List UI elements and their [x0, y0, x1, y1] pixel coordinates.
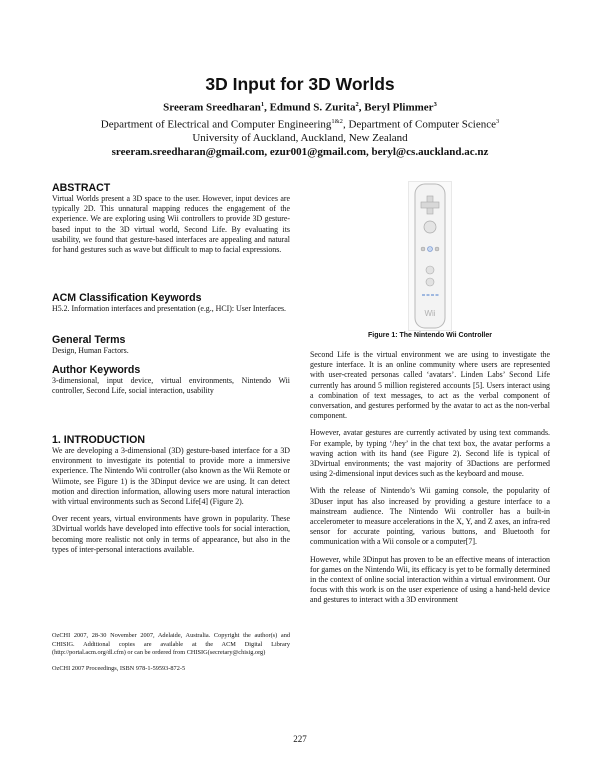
- wii-logo: Wii: [424, 309, 436, 318]
- right-paragraph-4: However, while 3Dinput has proven to be an effective means of interaction for games on the Nintendo Wii, its efficacy is yet to be formally determined in the context of online social interaction within a virtual environment. Our focus with this work is on the user experience of using a hand-held device and gestures to interact with a 3D environment: [310, 554, 550, 605]
- two-button-icon: [426, 278, 434, 286]
- terms-heading: General Terms: [52, 334, 126, 346]
- home-button-icon: [428, 247, 433, 252]
- copyright-block: [52, 626, 290, 680]
- acm-text: H5.2. Information interfaces and presentation (e.g., HCI): User Interfaces.: [52, 304, 286, 313]
- author-block: [0, 98, 600, 159]
- right-paragraph-3: With the release of Nintendo’s Wii gaming console, the popularity of 3Duser input has also increased by providing a gesture interface to a mainstream audience. The Nintendo Wii controller has a built-in accelerometer to measure accelerations in the X, Y, and Z axes, an infra-red sensor for accurate pointing, various buttons, and Bluetooth for communication with a Wii console or a computer[7].: [310, 486, 550, 547]
- a-button-icon: [424, 221, 436, 233]
- wii-controller-figure: [408, 181, 452, 331]
- author-names: Sreeram Sreedharan$^1$, Edmund S. Zurita$^2$, Beryl Plimmer$^3$: [163, 101, 437, 114]
- left-column: [52, 182, 290, 255]
- acm-section: [52, 292, 290, 314]
- introduction-paragraph-1: We are developing a 3-dimensional (3D) gesture-based interface for a 3D environment to investigate its potential to provide more a immersive experience. The Nintendo Wii controller (also known as the Wii Remote or Wiimote, see Figure 1) is the 3Dinput device we are using. It can detect motion and direction information, allowing users more natural interaction with virtual environments such as Second Life[4] (Figure 2).: [52, 446, 290, 507]
- right-column: [310, 350, 550, 606]
- keywords-heading: Author Keywords: [52, 364, 141, 376]
- page-number: 227: [293, 734, 307, 744]
- right-paragraph-1: Second Life is the virtual environment we are using to investigate the gesture interface. It is an online community where users are represented with user-created personas called ‘avatars’. Linden Labs’ Second Life currently has around 5 million registered accounts [5]. Users interact using a combination of text messages, to act as the verbal component of conversation, and gestures performed by the avatar to act as the non-verbal component.: [310, 350, 550, 421]
- abstract-text: Virtual Worlds present a 3D space to the user. However, input devices are typically 2D. This unnatural mapping reduces the engagement of the experience. We are exploring using Wii controllers to provide 3D gesture-based input to the 3D virtual world, Second Life. By evaluating its usability, we found that gesture-based interfaces are appealing and natural for hand gestures such as wave but difficult to map to facial expressions.: [52, 194, 290, 255]
- terms-section: [52, 334, 290, 356]
- right-paragraph-2: However, avatar gestures are currently activated by using text commands. For example, by typing ‘/hey’ in the chat text box, the avatar performs a waving action with its hand (see Figure 2). Second life is typical of 3Dvirtual environments; the vast majority of 3Dactions are performed using 2-dimensional input devices such as the keyboard and mouse.: [310, 428, 550, 479]
- introduction-paragraph-2: Over recent years, virtual environments have grown in popularity. These 3Dvirtual worlds have developed into effective tools for social interaction, becoming more realistic not only in terms of appearance, but also in the types of inter-personal interactions available.: [52, 514, 290, 554]
- author-emails: sreeram.sreedharan@gmail.com, ezur001@gmail.com, beryl@cs.auckland.ac.nz: [111, 146, 489, 159]
- wii-remote-image: [409, 182, 451, 330]
- affiliation-university: University of Auckland, Auckland, New Zealand: [192, 132, 408, 145]
- proceedings-isbn: OzCHI 2007 Proceedings, ISBN 978-1-59593-872-5: [52, 665, 186, 673]
- figure-1-caption: Figure 1: The Nintendo Wii Controller: [368, 332, 492, 339]
- introduction-section: [52, 434, 290, 555]
- introduction-heading: 1. INTRODUCTION: [52, 434, 145, 446]
- plus-button-icon: [435, 247, 439, 251]
- abstract-heading: ABSTRACT: [52, 182, 111, 194]
- keywords-text: 3-dimensional, input device, virtual environments, Nintendo Wii controller, Second Life, social interaction, usability: [52, 376, 290, 396]
- keywords-section: [52, 364, 290, 396]
- affiliation-departments: Department of Electrical and Computer Engineering$^{1\&2}$, Department of Computer Science$^3$: [100, 117, 500, 131]
- one-button-icon: [426, 266, 434, 274]
- terms-text: Design, Human Factors.: [52, 346, 129, 355]
- minus-button-icon: [421, 247, 425, 251]
- copyright-notice: OzCHI 2007, 28-30 November 2007, Adelaide, Australia. Copyright the author(s) and CHISIG. Additional copies are available at the ACM Digital Library (http://portal.acm.org/dl.cfm) or can be ordered from CHISIG(secretary@chisig.org): [52, 632, 290, 656]
- acm-heading: ACM Classification Keywords: [52, 292, 202, 304]
- paper-title: 3D Input for 3D Worlds: [205, 74, 395, 94]
